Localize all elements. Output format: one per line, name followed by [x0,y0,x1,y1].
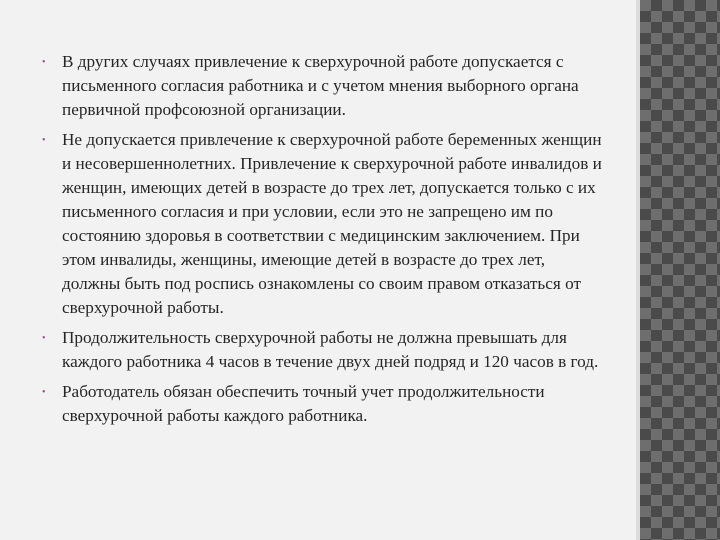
bullet-text: Работодатель обязан обеспечить точный учет продолжительности сверхурочной работы каждого работника. [62,382,545,425]
bullet-icon: • [42,387,46,398]
bullet-text: Не допускается привлечение к сверхурочной работе беременных женщин и несовершеннолетних. Привлечение к сверхурочной работе инвалидов и женщин, имеющих детей в возрасте до трех лет, допускается только с их письменного согласия и при условии, если это не запрещено им по состоянию здоровья в соответствии с медицинским заключением. При этом инвалиды, женщины, имеющие детей в возрасте до трех лет, должны быть под роспись ознакомлены со своим правом отказаться от сверхурочной работы. [62,130,602,317]
bullet-icon: • [42,57,46,68]
bullet-icon: • [42,333,46,344]
bullet-text: Продолжительность сверхурочной работы не должна превышать для каждого работника 4 часов в течение двух дней подряд и 120 часов в год. [62,328,599,371]
bullet-item [38,50,603,122]
bullet-item [38,380,603,428]
decorative-diamond-pattern [640,0,720,540]
bullet-icon: • [42,135,46,146]
bullet-list [38,50,603,434]
bullet-item [38,128,603,320]
bullet-item [38,326,603,374]
bullet-text: В других случаях привлечение к сверхурочной работе допускается с письменного согласия работника и с учетом мнения выборного органа первичной профсоюзной организации. [62,52,579,119]
